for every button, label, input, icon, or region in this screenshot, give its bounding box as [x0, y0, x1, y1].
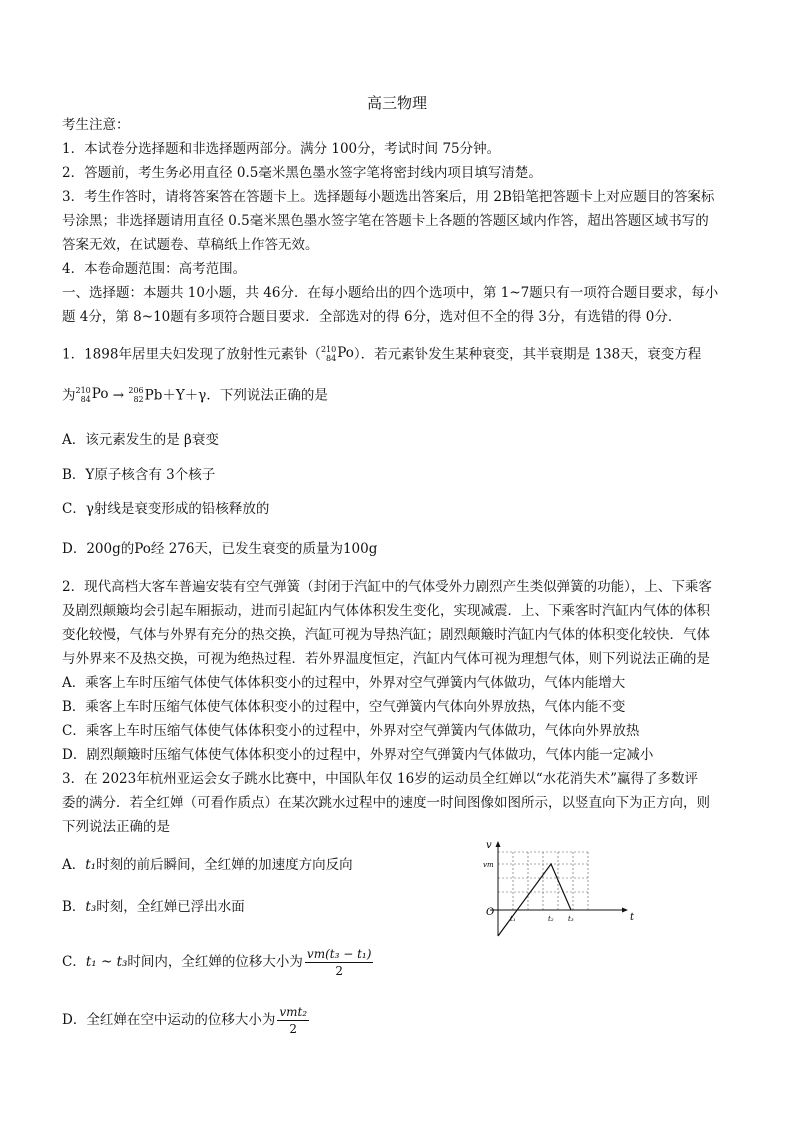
q3-b-text: 时刻，全红婵已浮出水面 — [96, 899, 245, 915]
po-symbol: Po — [337, 345, 354, 361]
q2-stem-2: 及剧烈颠簸均会引起车厢振动，进而引起缸内气体体积发生变化，实现减震．上、下乘客时汽缸内气体的体积 — [62, 603, 710, 619]
notice-item-1: 1．本试卷分选择题和非选择题两部分。满分 100分，考试时间 75分钟。 — [62, 141, 501, 157]
q3-a-label: A． — [62, 857, 86, 873]
q2-option-d: D．剧烈颠簸时压缩气体使气体体积变小的过程中，外界对空气弹簧内气体做功，气体内能一定减小 — [62, 747, 654, 763]
origin-label: O — [486, 907, 495, 918]
vm-label: vm — [483, 861, 494, 869]
po-atomic: 84 — [326, 353, 337, 363]
t1-label: t₁ — [510, 915, 516, 923]
q3-option-a — [62, 856, 353, 874]
t2-label: t₂ — [548, 915, 554, 923]
q3-c-numerator: vm(t₃ − t₁) — [306, 947, 372, 961]
notice-item-3: 3．考生作答时，请将答案答在答题卡上。选择题每小题选出答案后，用 2B铅笔把答题卡上对应题目的答案标 — [62, 189, 715, 205]
eq-rest: Pb＋Y＋γ．下列说法正确的是 — [144, 387, 328, 404]
q1-option-b: B．Y原子核含有 3个核子 — [62, 467, 216, 483]
graph-grid — [498, 852, 588, 910]
eq-po-mass: 210 — [75, 385, 91, 395]
q3-d-numerator: vmt₂ — [279, 1005, 308, 1019]
q3-c-label: C． — [62, 954, 86, 970]
q3-b-label: B． — [62, 899, 86, 915]
q1-option-c: C．γ射线是衰变形成的铅核释放的 — [62, 501, 270, 517]
eq-po-symbol: Po — [91, 386, 109, 402]
notice-item-4: 4．本卷命题范围：高考范围。 — [62, 261, 247, 277]
velocity-time-graph — [480, 838, 640, 940]
q1-option-a: A．该元素发生的是 β衰变 — [62, 432, 219, 448]
section-instruction-line1: 一、选择题：本题共 10小题，共 46分．在每小题给出的四个选项中，第 1~7题只有一项符合题目要求，每小 — [62, 285, 719, 301]
page-title: 高三物理 — [366, 94, 427, 112]
po-mass: 210 — [320, 344, 337, 354]
q3-c-text: 时间内，全红婵的位移大小为 — [127, 954, 303, 970]
eq-po-atomic: 84 — [80, 394, 91, 404]
section-instruction-line2: 题 4分，第 8~10题有多项符合题目要求．全部选对的得 6分，选对但不全的得 3分，有选错的得 0分． — [62, 309, 682, 325]
eq-pb-mass: 206 — [128, 385, 144, 395]
q2-option-c: C．乘客上车时压缩气体使气体体积变小的过程中，外界对空气弹簧内气体做功，气体向外界放热 — [62, 723, 640, 739]
notice-item-2: 2．答题前，考生务必用直径 0.5毫米黑色墨水签字笔将密封线内项目填写清楚。 — [62, 165, 542, 181]
q3-d-text: D．全红婵在空中运动的位移大小为 — [62, 1012, 276, 1028]
q2-stem-3: 变化较慢，气体与外界有充分的热交换，汽缸可视为导热汽缸；剧烈颠簸时汽缸内气体的体积变化较快．气体 — [62, 627, 710, 643]
v-axis-arrow-icon — [496, 841, 501, 847]
eq-po-nuclide — [76, 385, 109, 407]
q3-c-var: t₁ ~ t₃ — [85, 954, 128, 970]
q3-option-c — [62, 946, 373, 979]
arrow-icon: → — [108, 387, 129, 404]
q3-stem-1: 3．在 2023年杭州亚运会女子跳水比赛中，中国队年仅 16岁的运动员全红婵以“水花消失术”赢得了多数评 — [62, 771, 699, 787]
notice-item-3-cont: 号涂黑；非选择题请用直径 0.5毫米黑色墨水签字笔在答题卡上各题的答题区域内作答，超出答题区域书写的 — [62, 213, 709, 229]
notice-heading: 考生注意： — [62, 117, 130, 133]
q3-c-fraction — [305, 946, 373, 979]
eq-prefix: 为 — [62, 387, 76, 404]
q3-option-d — [62, 1004, 309, 1037]
q2-stem-4: 与外界来不及热交换，可视为绝热过程．若外界温度恒定，汽缸内气体可视为理想气体，则下列说法正确的是 — [62, 651, 710, 667]
t-axis-arrow-icon — [622, 908, 628, 913]
q3-b-var: t₃ — [85, 899, 97, 915]
q2-stem-1: 2．现代高档大客车普遍安装有空气弹簧（封闭于汽缸中的气体受外力剧烈产生类似弹簧的功能），上、下乘客 — [62, 579, 712, 595]
eq-pb-atomic: 82 — [133, 394, 144, 404]
t3-label: t₃ — [568, 915, 574, 923]
t-axis-label: t — [630, 912, 635, 923]
q3-stem-2: 委的满分．若全红婵（可看作质点）在某次跳水过程中的速度一时间图像如图所示，以竖直向下为正方向，则 — [62, 795, 710, 811]
v-axis-label: v — [486, 840, 492, 851]
q1-stem — [62, 344, 701, 366]
q3-a-text: 时刻的前后瞬间，全红婵的加速度方向反向 — [96, 857, 353, 873]
q3-option-b — [62, 898, 245, 916]
q1-equation — [62, 385, 328, 407]
q3-c-denominator: 2 — [335, 964, 343, 978]
notice-item-3-cont2: 答案无效，在试题卷、草稿纸上作答无效。 — [62, 237, 319, 253]
q1-option-d: D．200g的Po经 276天，已发生衰变的质量为100g — [62, 541, 378, 557]
q2-option-a: A．乘客上车时压缩气体使气体体积变小的过程中，外界对空气弹簧内气体做功，气体内能增大 — [62, 675, 626, 691]
po-nuclide — [321, 344, 354, 366]
q1-stem-b: ）．若元素钋发生某种衰变，其半衰期是 138天，衰变方程 — [353, 346, 702, 363]
q3-a-var: t₁ — [85, 857, 97, 873]
q3-d-denominator: 2 — [289, 1022, 298, 1036]
q2-option-b: B．乘客上车时压缩气体使气体体积变小的过程中，空气弹簧内气体向外界放热，气体内能不变 — [62, 699, 626, 715]
velocity-curve — [498, 864, 571, 936]
q3-stem-3: 下列说法正确的是 — [62, 819, 170, 835]
q1-stem-a: 1．1898年居里夫妇发现了放射性元素钋（ — [62, 346, 321, 363]
eq-pb-nuclide — [128, 385, 144, 407]
q3-d-fraction — [277, 1004, 309, 1037]
